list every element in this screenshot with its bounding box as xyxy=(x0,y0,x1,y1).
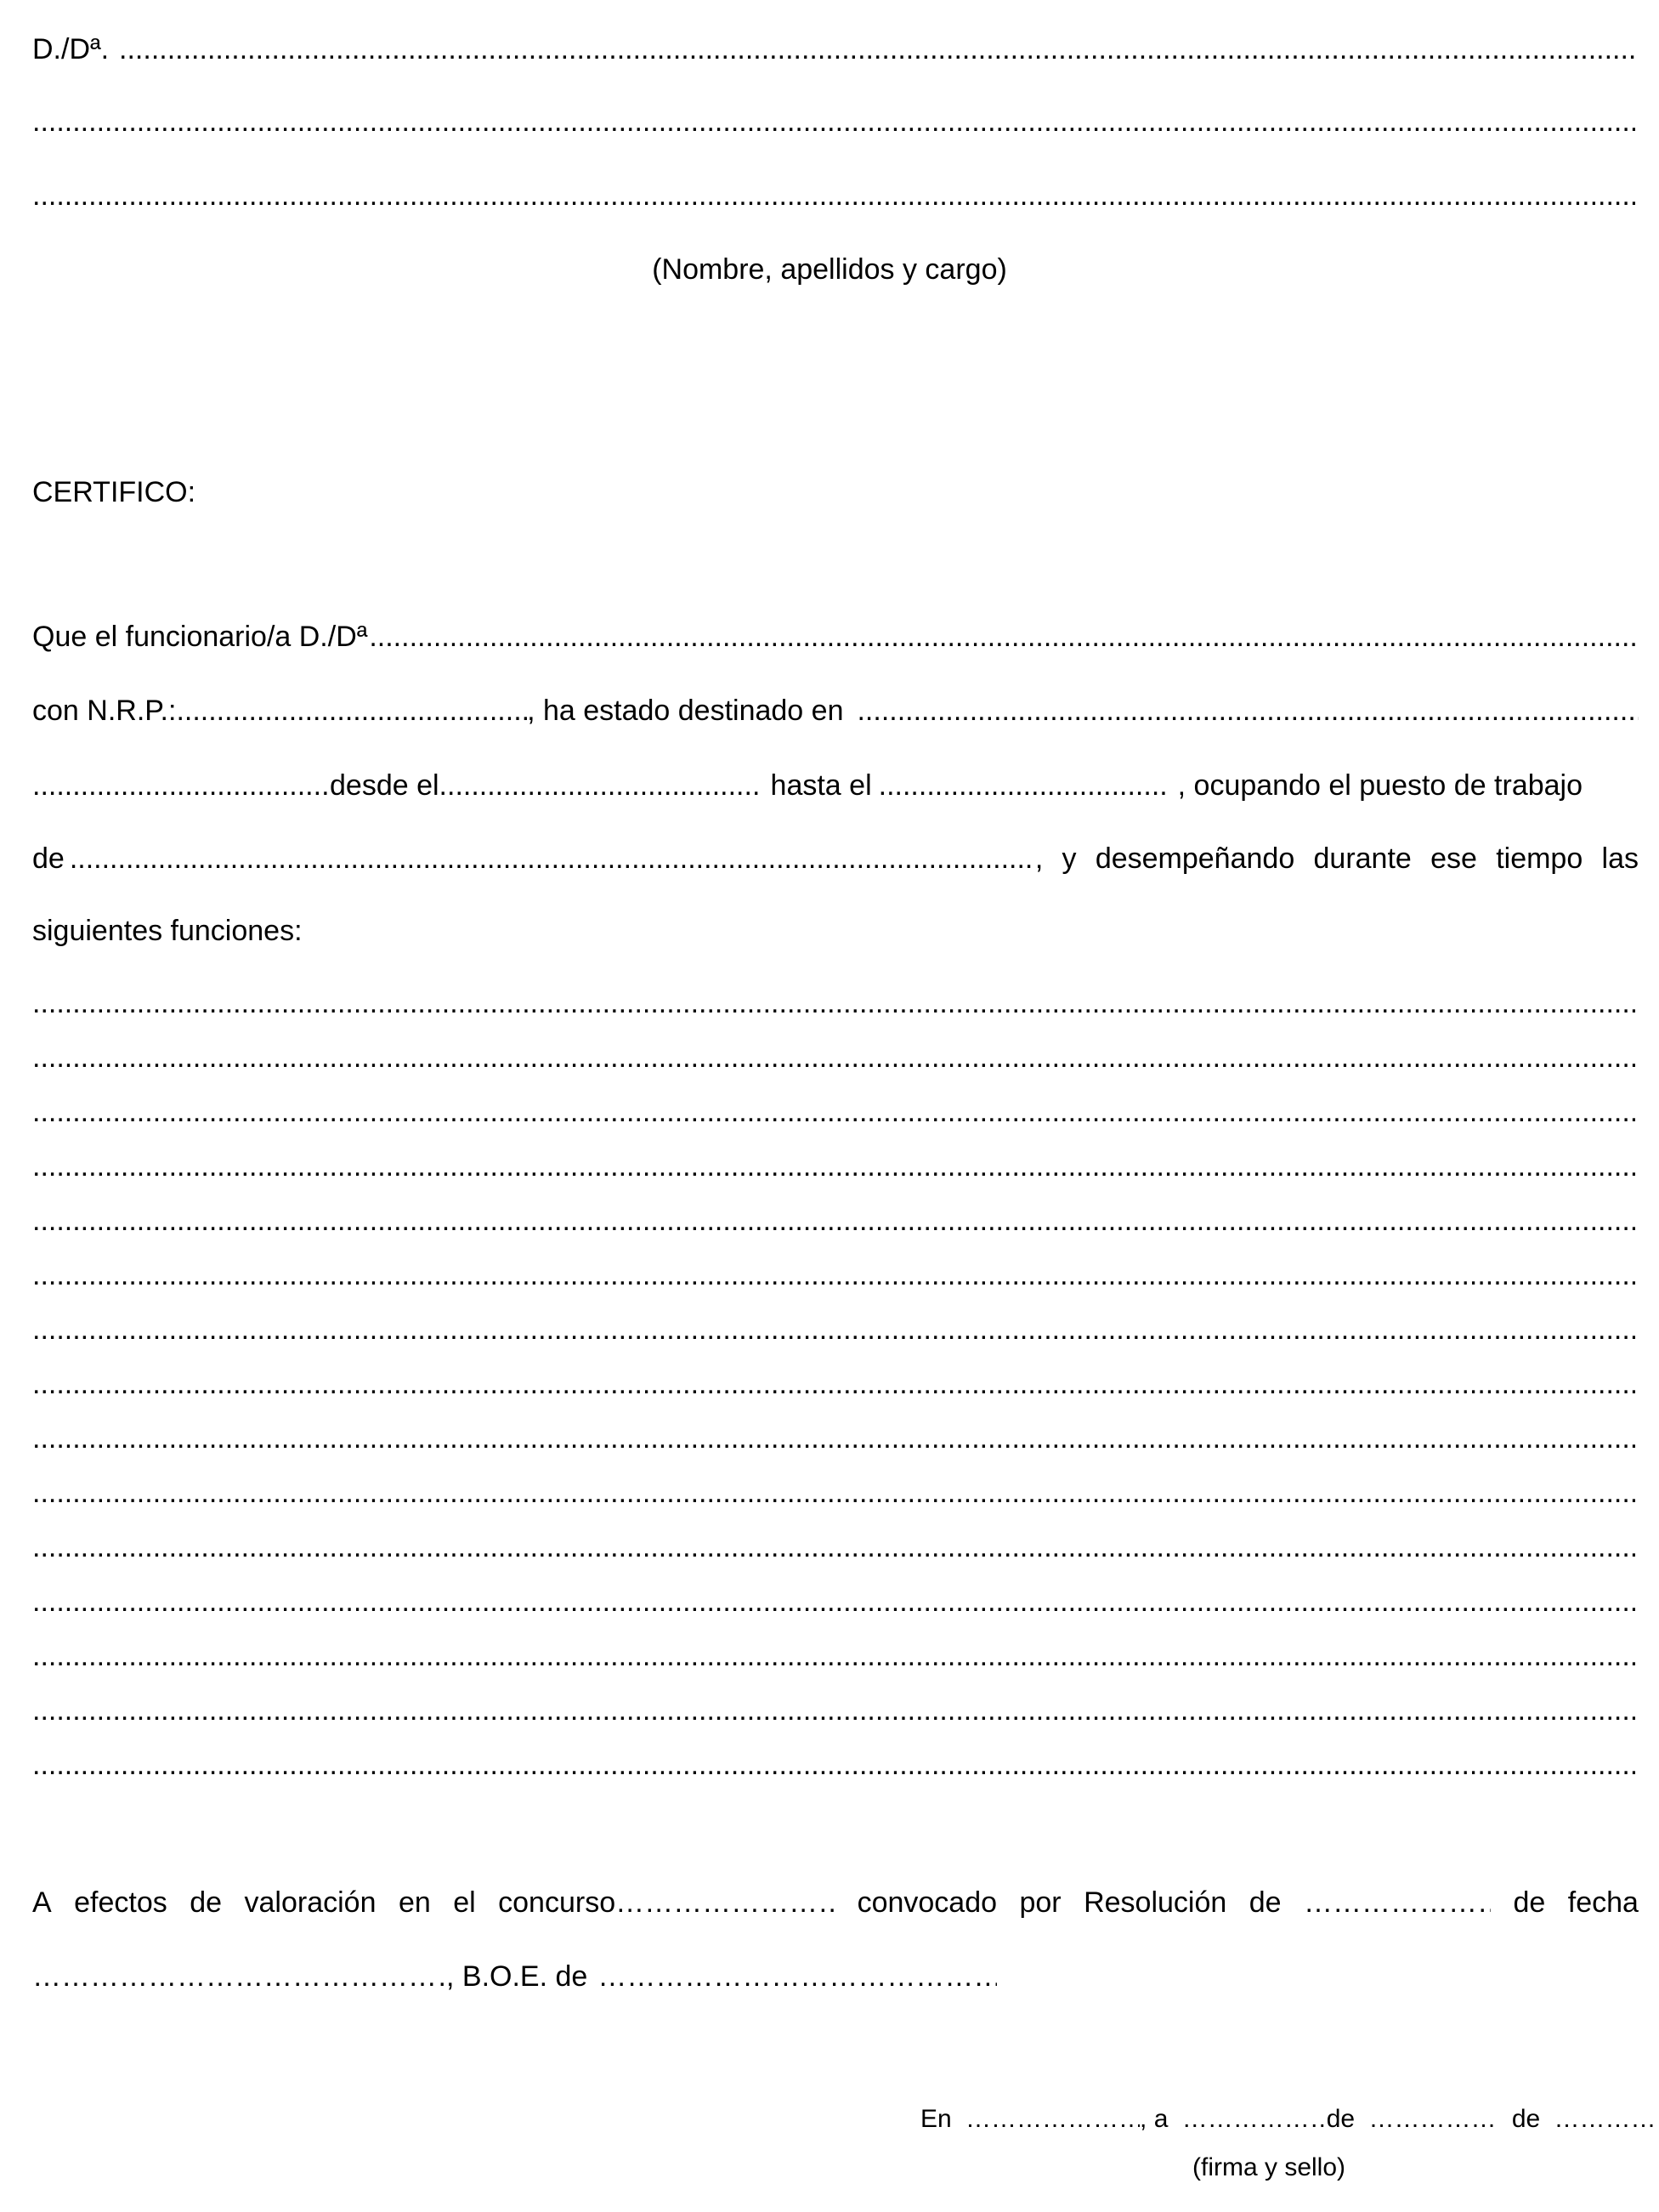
functions-field-line[interactable] xyxy=(32,1208,1635,1234)
valuation-word: A xyxy=(32,1886,52,1919)
resolution-field[interactable] xyxy=(1304,1886,1491,1920)
nrp-line xyxy=(32,694,1639,728)
date-field[interactable] xyxy=(32,1960,446,1994)
functions-text-word: desempeñando xyxy=(1095,842,1295,875)
valuation-word: el xyxy=(453,1886,476,1919)
since-date-field[interactable] xyxy=(439,769,762,803)
valuation-word: por xyxy=(1019,1886,1062,1919)
official-name-field[interactable] xyxy=(369,620,1637,654)
contest-field[interactable] xyxy=(615,1886,835,1920)
functions-field-line[interactable] xyxy=(32,1426,1635,1451)
functions-field-line[interactable] xyxy=(32,1317,1635,1342)
destination-field-cont[interactable] xyxy=(32,769,330,803)
functions-field-line[interactable] xyxy=(32,1752,1635,1778)
place-field[interactable] xyxy=(965,2104,1140,2135)
name-field-line-2[interactable] xyxy=(32,109,1635,134)
boe-label: , B.O.E. de xyxy=(446,1960,588,1993)
functions-text-word: tiempo xyxy=(1496,842,1583,875)
de2-label: de xyxy=(1511,2105,1541,2133)
de-label: de xyxy=(32,842,65,875)
functions-field-line[interactable] xyxy=(32,990,1635,1016)
name-field[interactable] xyxy=(119,32,1637,66)
functions-field-line[interactable] xyxy=(32,1262,1635,1288)
boe-field[interactable] xyxy=(597,1960,997,1994)
functions-field-line[interactable] xyxy=(32,1154,1635,1179)
contest-group xyxy=(498,1886,835,1920)
functions-text-word: ese xyxy=(1430,842,1477,875)
functions-field-line[interactable] xyxy=(32,1534,1635,1560)
post-field[interactable] xyxy=(70,842,1035,876)
functions-field-line[interactable] xyxy=(32,1698,1635,1723)
nrp-label: con N.R.P.: xyxy=(32,695,177,727)
valuation-word: de xyxy=(1248,1886,1282,1919)
de1-label: de xyxy=(1326,2105,1356,2133)
functions-text-word: y xyxy=(1062,842,1077,875)
valuation-word: efectos xyxy=(74,1886,167,1919)
name-line xyxy=(32,32,1639,66)
certify-heading: CERTIFICO: xyxy=(32,476,196,508)
valuation-word: valoración xyxy=(244,1886,377,1919)
since-label: desde el xyxy=(330,769,439,802)
functions-text-word: durante xyxy=(1313,842,1412,875)
name-caption: (Nombre, apellidos y cargo) xyxy=(652,253,1007,286)
functions-field-line[interactable] xyxy=(32,1643,1635,1669)
functions-label: siguientes funciones: xyxy=(32,915,303,947)
nrp-field[interactable] xyxy=(176,694,527,728)
a-label: , a xyxy=(1140,2105,1169,2133)
functions-field-line[interactable] xyxy=(32,1045,1635,1070)
official-line xyxy=(32,620,1639,654)
name-prefix: D./Dª. xyxy=(32,33,110,65)
boe-line xyxy=(32,1960,1639,1994)
until-date-field[interactable] xyxy=(879,769,1169,803)
post-text: , ocupando el puesto de trabajo xyxy=(1177,769,1583,802)
functions-field-line[interactable] xyxy=(32,1480,1635,1506)
valuation-word: Resolución xyxy=(1084,1886,1227,1919)
name-field-line-3[interactable] xyxy=(32,183,1635,208)
functions-field-line[interactable] xyxy=(32,1589,1635,1614)
destined-text: , ha estado destinado en xyxy=(527,695,844,727)
valuation-word: convocado xyxy=(857,1886,998,1919)
en-label: En xyxy=(920,2105,952,2133)
valuation-word: de xyxy=(190,1886,223,1919)
functions-text-word: las xyxy=(1601,842,1639,875)
post-line xyxy=(32,842,1639,876)
destination-field[interactable] xyxy=(857,694,1639,728)
valuation-word: fecha xyxy=(1567,1886,1639,1919)
valuation-word: de xyxy=(1513,1886,1546,1919)
official-prefix: Que el funcionario/a D./Dª xyxy=(32,621,368,653)
functions-text-word: , xyxy=(1034,842,1044,875)
day-field[interactable] xyxy=(1182,2104,1327,2135)
dates-line xyxy=(32,769,1639,803)
functions-text xyxy=(1035,842,1639,876)
valuation-word: concurso xyxy=(498,1886,616,1919)
valuation-word: en xyxy=(398,1886,431,1919)
until-label: hasta el xyxy=(770,769,872,802)
functions-field-line[interactable] xyxy=(32,1371,1635,1397)
valuation-line xyxy=(32,1886,1639,1920)
signature-place-date xyxy=(920,2104,1659,2135)
month-field[interactable] xyxy=(1368,2104,1496,2135)
functions-field-line[interactable] xyxy=(32,1099,1635,1125)
year-field[interactable] xyxy=(1554,2104,1659,2135)
signature-caption: (firma y sello) xyxy=(1192,2153,1346,2181)
